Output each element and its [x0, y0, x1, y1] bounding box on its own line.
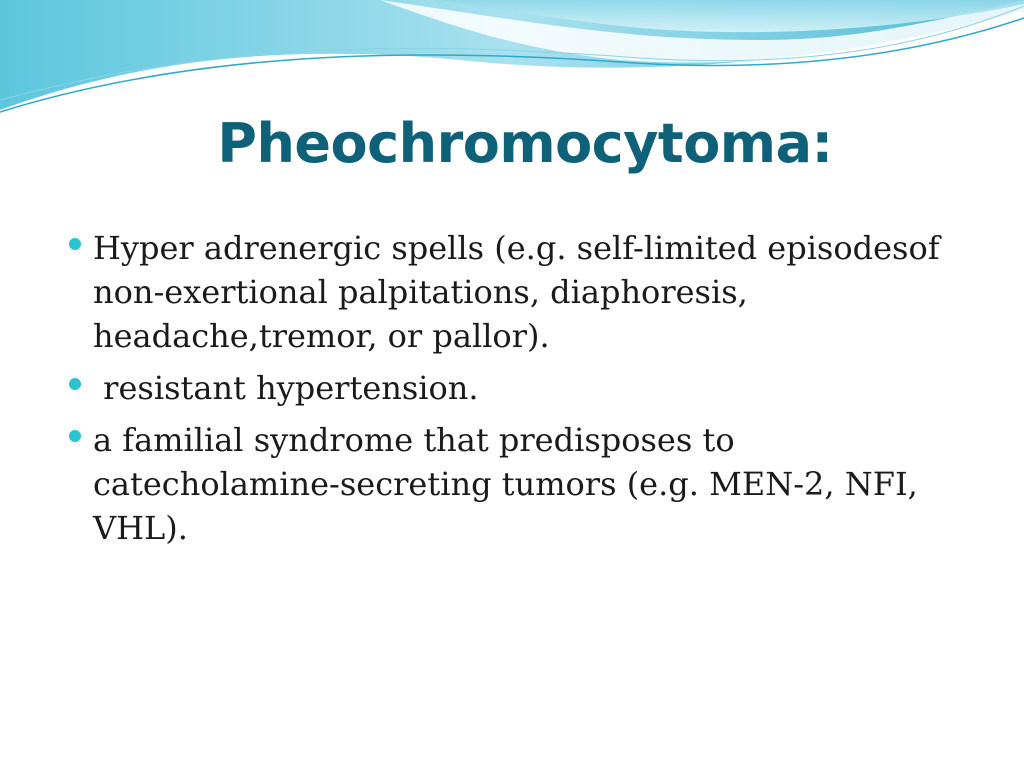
list-item [64, 226, 964, 358]
bullet-text: a familial syndrome that predisposes to catecholamine-secreting tumors (e.g. MEN-2, NFI, VHL). [93, 421, 918, 547]
list-item [64, 366, 964, 410]
slide-title: Pheochromocytoma: [217, 112, 833, 175]
wave-header-decoration [0, 0, 1024, 130]
bullet-text: Hyper adrenergic spells (e.g. self-limited episodesof non-exertional palpitations, diaphoresis, headache,tremor, or pallor). [93, 229, 940, 355]
bullet-list [64, 226, 964, 558]
bullet-dot-icon [69, 238, 81, 250]
bullet-text: resistant hypertension. [93, 369, 479, 407]
bullet-dot-icon [69, 378, 81, 390]
list-item [64, 418, 964, 550]
bullet-dot-icon [69, 430, 81, 442]
